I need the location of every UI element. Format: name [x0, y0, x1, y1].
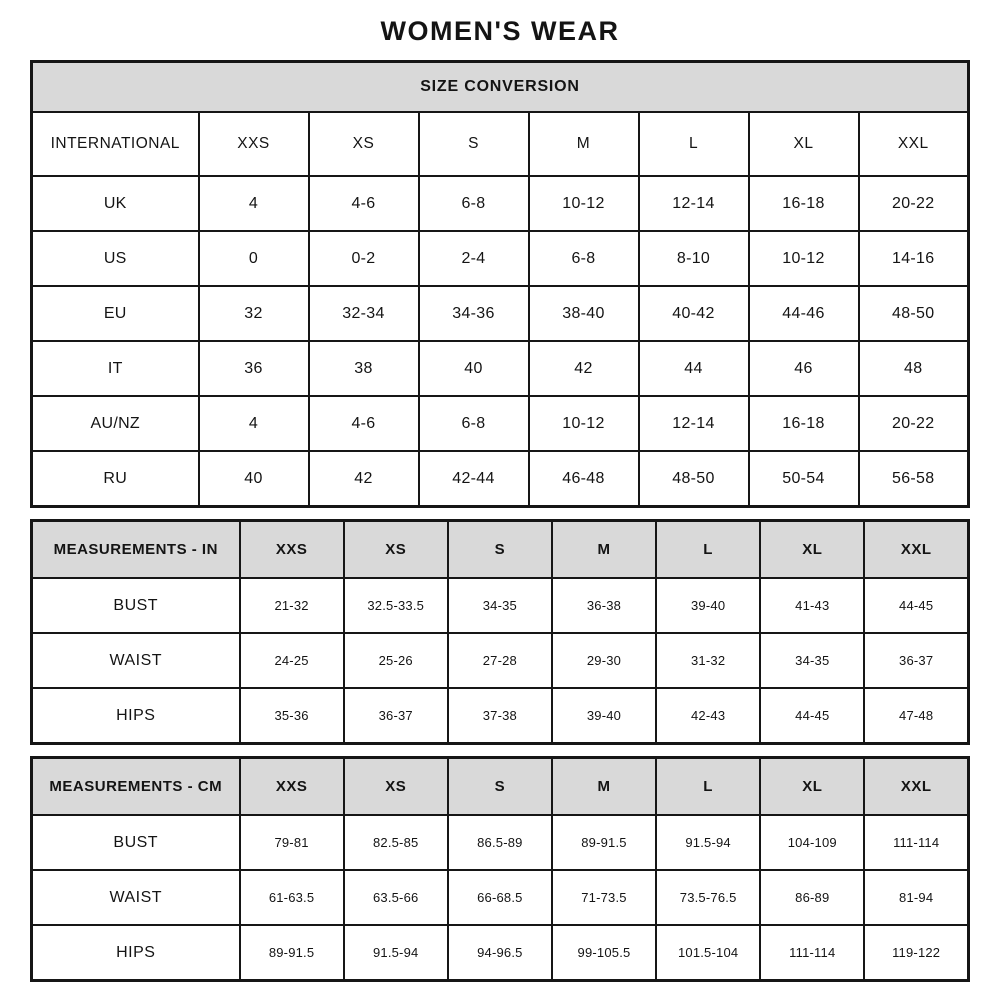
value-cell: 16-18 — [749, 176, 859, 231]
value-cell: 29-30 — [552, 633, 656, 688]
value-cell: 56-58 — [859, 451, 969, 507]
value-cell: 101.5-104 — [656, 925, 760, 981]
value-cell: 14-16 — [859, 231, 969, 286]
value-cell: 31-32 — [656, 633, 760, 688]
value-cell: 119-122 — [864, 925, 968, 981]
value-cell: 32.5-33.5 — [344, 578, 448, 633]
value-cell: 82.5-85 — [344, 815, 448, 870]
value-cell: 6-8 — [419, 396, 529, 451]
value-cell: 94-96.5 — [448, 925, 552, 981]
row-label-cell: HIPS — [32, 688, 240, 744]
value-cell: 99-105.5 — [552, 925, 656, 981]
row-label-header-cell: INTERNATIONAL — [32, 112, 199, 176]
size-header-cell-xl: XL — [760, 758, 864, 816]
size-header-cell-l: L — [656, 521, 760, 579]
value-cell: 91.5-94 — [344, 925, 448, 981]
table-banner-cell: SIZE CONVERSION — [32, 62, 969, 113]
value-cell: 8-10 — [639, 231, 749, 286]
size-conversion-table — [30, 60, 970, 508]
value-cell: 4 — [199, 396, 309, 451]
size-header-cell-xl: XL — [749, 112, 859, 176]
row-label-cell: BUST — [32, 578, 240, 633]
row-label-cell: IT — [32, 341, 199, 396]
value-cell: 40 — [199, 451, 309, 507]
size-header-cell-l: L — [656, 758, 760, 816]
table-row — [32, 176, 969, 231]
row-label-header-cell: MEASUREMENTS - CM — [32, 758, 240, 816]
size-header-cell-xl: XL — [760, 521, 864, 579]
table-row — [32, 231, 969, 286]
value-cell: 63.5-66 — [344, 870, 448, 925]
size-header-cell-xs: XS — [344, 758, 448, 816]
value-cell: 20-22 — [859, 176, 969, 231]
value-cell: 40 — [419, 341, 529, 396]
value-cell: 79-81 — [240, 815, 344, 870]
row-label-cell: US — [32, 231, 199, 286]
table-row — [32, 451, 969, 507]
size-header-row — [32, 521, 969, 579]
value-cell: 39-40 — [656, 578, 760, 633]
value-cell: 32-34 — [309, 286, 419, 341]
size-header-cell-s: S — [419, 112, 529, 176]
value-cell: 34-35 — [760, 633, 864, 688]
value-cell: 36 — [199, 341, 309, 396]
value-cell: 10-12 — [749, 231, 859, 286]
row-label-cell: UK — [32, 176, 199, 231]
table-row — [32, 286, 969, 341]
page-title: WOMEN'S WEAR — [380, 16, 620, 46]
table-row — [32, 341, 969, 396]
size-header-cell-xs: XS — [309, 112, 419, 176]
size-header-cell-m: M — [552, 521, 656, 579]
value-cell: 42 — [529, 341, 639, 396]
size-header-cell-xxl: XXL — [864, 521, 968, 579]
value-cell: 48-50 — [639, 451, 749, 507]
value-cell: 46-48 — [529, 451, 639, 507]
value-cell: 12-14 — [639, 176, 749, 231]
value-cell: 38-40 — [529, 286, 639, 341]
value-cell: 89-91.5 — [240, 925, 344, 981]
value-cell: 41-43 — [760, 578, 864, 633]
table-row — [32, 870, 969, 925]
value-cell: 21-32 — [240, 578, 344, 633]
value-cell: 42 — [309, 451, 419, 507]
table-row — [32, 688, 969, 744]
size-header-cell-s: S — [448, 521, 552, 579]
value-cell: 34-36 — [419, 286, 529, 341]
value-cell: 44-45 — [864, 578, 968, 633]
measurements-cm-body — [32, 758, 969, 981]
value-cell: 10-12 — [529, 176, 639, 231]
value-cell: 44-46 — [749, 286, 859, 341]
table-row — [32, 925, 969, 981]
value-cell: 32 — [199, 286, 309, 341]
value-cell: 6-8 — [529, 231, 639, 286]
table-banner-row — [32, 62, 969, 113]
size-header-cell-xxs: XXS — [199, 112, 309, 176]
value-cell: 0-2 — [309, 231, 419, 286]
value-cell: 44 — [639, 341, 749, 396]
size-header-cell-s: S — [448, 758, 552, 816]
value-cell: 4-6 — [309, 176, 419, 231]
row-label-cell: EU — [32, 286, 199, 341]
value-cell: 34-35 — [448, 578, 552, 633]
measurements-in-table — [30, 519, 970, 745]
size-conversion-body — [32, 62, 969, 507]
value-cell: 12-14 — [639, 396, 749, 451]
value-cell: 39-40 — [552, 688, 656, 744]
value-cell: 24-25 — [240, 633, 344, 688]
value-cell: 111-114 — [760, 925, 864, 981]
value-cell: 81-94 — [864, 870, 968, 925]
value-cell: 20-22 — [859, 396, 969, 451]
value-cell: 16-18 — [749, 396, 859, 451]
value-cell: 46 — [749, 341, 859, 396]
value-cell: 42-43 — [656, 688, 760, 744]
row-label-cell: AU/NZ — [32, 396, 199, 451]
value-cell: 10-12 — [529, 396, 639, 451]
size-header-cell-xs: XS — [344, 521, 448, 579]
value-cell: 104-109 — [760, 815, 864, 870]
value-cell: 4-6 — [309, 396, 419, 451]
value-cell: 47-48 — [864, 688, 968, 744]
row-label-cell: WAIST — [32, 870, 240, 925]
value-cell: 66-68.5 — [448, 870, 552, 925]
size-header-cell-xxl: XXL — [864, 758, 968, 816]
value-cell: 111-114 — [864, 815, 968, 870]
value-cell: 48-50 — [859, 286, 969, 341]
value-cell: 25-26 — [344, 633, 448, 688]
size-header-cell-l: L — [639, 112, 749, 176]
value-cell: 27-28 — [448, 633, 552, 688]
value-cell: 2-4 — [419, 231, 529, 286]
row-label-cell: RU — [32, 451, 199, 507]
value-cell: 44-45 — [760, 688, 864, 744]
row-label-header-cell: MEASUREMENTS - IN — [32, 521, 240, 579]
value-cell: 91.5-94 — [656, 815, 760, 870]
size-header-cell-xxl: XXL — [859, 112, 969, 176]
value-cell: 0 — [199, 231, 309, 286]
value-cell: 4 — [199, 176, 309, 231]
value-cell: 48 — [859, 341, 969, 396]
row-label-cell: HIPS — [32, 925, 240, 981]
value-cell: 36-37 — [864, 633, 968, 688]
value-cell: 38 — [309, 341, 419, 396]
value-cell: 50-54 — [749, 451, 859, 507]
row-label-cell: BUST — [32, 815, 240, 870]
size-header-row — [32, 112, 969, 176]
value-cell: 37-38 — [448, 688, 552, 744]
size-header-row — [32, 758, 969, 816]
measurements-in-body — [32, 521, 969, 744]
value-cell: 42-44 — [419, 451, 529, 507]
table-row — [32, 815, 969, 870]
size-header-cell-xxs: XXS — [240, 758, 344, 816]
row-label-cell: WAIST — [32, 633, 240, 688]
size-header-cell-m: M — [552, 758, 656, 816]
value-cell: 40-42 — [639, 286, 749, 341]
table-row — [32, 578, 969, 633]
size-header-cell-xxs: XXS — [240, 521, 344, 579]
value-cell: 86.5-89 — [448, 815, 552, 870]
size-header-cell-m: M — [529, 112, 639, 176]
value-cell: 36-37 — [344, 688, 448, 744]
value-cell: 6-8 — [419, 176, 529, 231]
table-row — [32, 396, 969, 451]
value-cell: 36-38 — [552, 578, 656, 633]
value-cell: 35-36 — [240, 688, 344, 744]
value-cell: 61-63.5 — [240, 870, 344, 925]
table-row — [32, 633, 969, 688]
value-cell: 71-73.5 — [552, 870, 656, 925]
measurements-cm-table — [30, 756, 970, 982]
value-cell: 73.5-76.5 — [656, 870, 760, 925]
value-cell: 86-89 — [760, 870, 864, 925]
value-cell: 89-91.5 — [552, 815, 656, 870]
